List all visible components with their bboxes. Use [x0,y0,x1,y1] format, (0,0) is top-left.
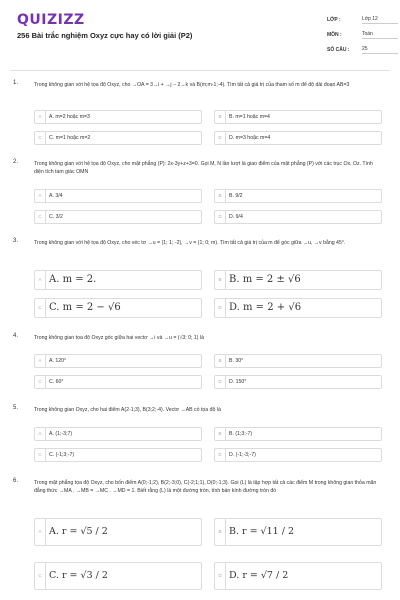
option-text: C. m = 2 − √6 [49,302,121,313]
option-letter: A [35,519,46,545]
option-d[interactable] [214,210,382,224]
option-text: D. (-1;-3;-7) [229,452,256,458]
option-text: D. 150° [229,379,247,385]
option-a[interactable] [34,189,202,203]
page-title: 256 Bài trắc nghiệm Oxyz cực hay có lời giải (P2) [17,31,193,40]
meta-grade [327,16,378,23]
option-text: B. m=1 hoặc m=4 [229,114,270,120]
option-text: D. m=3 hoặc m=4 [229,135,271,141]
option-text: B. (1;3;-7) [229,431,253,437]
meta-subject [327,31,373,38]
option-letter: A [35,111,46,123]
option-a[interactable] [34,270,202,290]
option-text: C. 3/2 [49,214,63,220]
question-text: Trong không gian với hệ tọa độ Oxyz, cho véc tơ →u = (1; 1; -2), →v = (1; 0; m). Tìm tất cả giá trị của m để góc giữa →u, →v bằng 45°. [34,240,346,246]
option-text: B. r = √11 / 2 [229,526,294,537]
meta-subject-value: Toán [362,31,398,39]
question-text: Trong không gian với hệ tọa độ Oxyz, cho →OA = 3→i + →j − 2→k và B(m;m-1;-4). Tìm tất cả giá trị của tham số m để độ dài đoạn AB=3 [34,82,350,88]
option-text: D. 9/4 [229,214,243,220]
option-letter: C [35,376,46,388]
option-d[interactable] [214,375,382,389]
option-text: A. m=2 hoặc m=3 [49,114,90,120]
meta-subject-key: MÔN : [327,32,342,38]
option-letter: C [35,563,46,589]
option-letter: C [35,299,46,317]
question-number: 3. [13,238,19,244]
option-d[interactable] [214,298,382,318]
option-letter: B [215,271,226,289]
option-text: B. 9/2 [229,193,243,199]
option-text: A. (1;-3;7) [49,431,73,437]
option-text: C. (-1;3;-7) [49,452,75,458]
option-letter: B [215,190,226,202]
option-d[interactable] [214,131,382,145]
option-text: B. 30° [229,358,244,364]
option-letter: A [35,355,46,367]
option-letter: B [215,355,226,367]
question-text: Trong mặt phẳng tọa độ Oxyz, cho bốn điểm A(0;-1;2), B(2;-3;0), C(-2;1;1), D(0;-1;3). Gọi (L) là tập hợp tất cả các điểm M trong không gian thỏa mãn đẳng thức →MA . →MB = →MC . →MD = 1. Biết rằng (L) là một đường tròn, tính bán kính đường tròn đó [34,480,377,494]
option-text: C. r = √3 / 2 [49,570,108,581]
meta-count-value: 25 [362,46,398,54]
option-letter: B [215,519,226,545]
option-c[interactable] [34,375,202,389]
option-b[interactable] [214,270,382,290]
question-number: 6. [13,478,19,484]
option-a[interactable] [34,427,202,441]
option-a[interactable] [34,518,202,546]
option-text: D. m = 2 + √6 [229,302,302,313]
option-d[interactable] [214,448,382,462]
option-text: C. 60° [49,379,64,385]
question-number: 4. [13,333,19,339]
option-a[interactable] [34,110,202,124]
option-b[interactable] [214,354,382,368]
option-letter: A [35,428,46,440]
option-c[interactable] [34,298,202,318]
option-letter: D [215,563,226,589]
option-text: C. m=1 hoặc m=2 [49,135,91,141]
option-c[interactable] [34,210,202,224]
option-text: A. 120° [49,358,67,364]
option-b[interactable] [214,189,382,203]
option-letter: D [215,211,226,223]
option-text: D. r = √7 / 2 [229,570,289,581]
page-header [0,0,400,62]
question-text: Trong không gian với hệ tọa độ Oxyz, cho mặt phẳng (P): 2x-3y+z+3=0. Gọi M, N lần lượt là giao điểm của mặt phẳng (P) với các trục Ox, Oz. Tính diện tích tam giác OMN [34,161,373,175]
option-letter: B [215,428,226,440]
option-letter: C [35,132,46,144]
option-letter: C [35,211,46,223]
meta-count-key: SỐ CÂU : [327,47,350,53]
option-letter: D [215,376,226,388]
option-b[interactable] [214,518,382,546]
option-c[interactable] [34,131,202,145]
question-number: 5. [13,405,19,411]
question-text: Trong không gian tọa độ Oxyz góc giữa hai vectơ →i và →u = (√3; 0; 1) là [34,335,204,341]
option-text: A. m = 2. [49,274,97,285]
quizizz-logo: QUIZIZZ [17,12,85,28]
meta-grade-key: LỚP : [327,17,341,23]
option-text: A. r = √5 / 2 [49,526,108,537]
option-letter: A [35,271,46,289]
header-divider [10,70,390,71]
question-number: 1. [13,80,19,86]
option-b[interactable] [214,110,382,124]
option-letter: C [35,449,46,461]
option-b[interactable] [214,427,382,441]
option-text: A. 3/4 [49,193,63,199]
option-letter: D [215,449,226,461]
meta-grade-value: Lớp 12 [362,16,398,24]
question-text: Trong không gian Oxyz, cho hai điểm A(2-1;3), B(3;2;-4). Vectơ →AB có tọa độ là [34,407,221,413]
option-letter: A [35,190,46,202]
option-d[interactable] [214,562,382,590]
option-text: B. m = 2 ± √6 [229,274,301,285]
option-c[interactable] [34,562,202,590]
option-letter: B [215,111,226,123]
question-number: 2. [13,159,19,165]
option-letter: D [215,132,226,144]
option-a[interactable] [34,354,202,368]
option-letter: D [215,299,226,317]
meta-count [327,46,368,53]
option-c[interactable] [34,448,202,462]
